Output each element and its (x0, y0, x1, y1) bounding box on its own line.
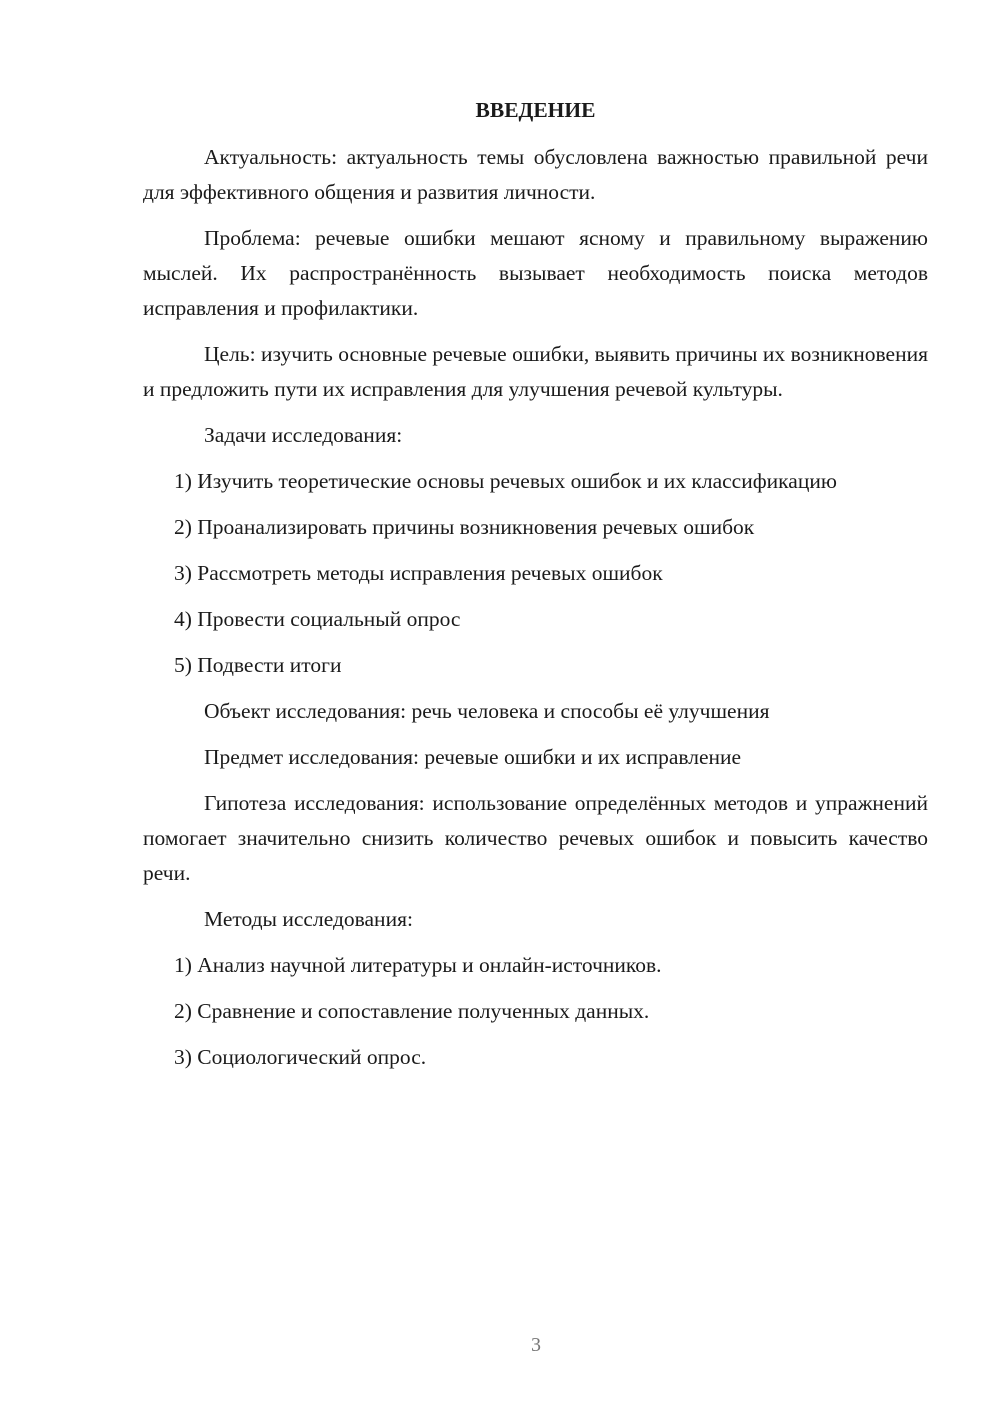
section-heading: ВВЕДЕНИЕ (475, 98, 596, 122)
subject-paragraph: Предмет исследования: речевые ошибки и их исправление (204, 745, 742, 769)
method-item: 1) Анализ научной литературы и онлайн-источников. (174, 953, 662, 977)
document-page (143, 92, 928, 1086)
method-item: 2) Сравнение и сопоставление полученных данных. (174, 999, 650, 1023)
relevance-paragraph: Актуальность: актуальность темы обусловлена важностью правильной речи для эффективного общения и развития личности. (143, 145, 928, 204)
task-item: 3) Рассмотреть методы исправления речевых ошибок (174, 561, 663, 585)
page-number: 3 (531, 1334, 541, 1356)
task-item: 1) Изучить теоретические основы речевых ошибок и их классификацию (174, 469, 837, 493)
methods-title: Методы исследования: (204, 907, 413, 931)
task-item: 2) Проанализировать причины возникновения речевых ошибок (174, 515, 755, 539)
hypothesis-paragraph: Гипотеза исследования: использование определённых методов и упражнений помогает значительно снизить количество речевых ошибок и повысить качество речи. (143, 791, 928, 885)
method-item: 3) Социологический опрос. (174, 1045, 427, 1069)
task-item: 4) Провести социальный опрос (174, 607, 461, 631)
goal-paragraph: Цель: изучить основные речевые ошибки, выявить причины их возникновения и предложить пути их исправления для улучшения речевой культуры. (143, 342, 928, 401)
tasks-title: Задачи исследования: (204, 423, 403, 447)
task-item: 5) Подвести итоги (174, 653, 342, 677)
object-paragraph: Объект исследования: речь человека и способы её улучшения (204, 699, 770, 723)
problem-paragraph: Проблема: речевые ошибки мешают ясному и правильному выражению мыслей. Их распространённость вызывает необходимость поиска методов исправления и профилактики. (143, 226, 928, 320)
